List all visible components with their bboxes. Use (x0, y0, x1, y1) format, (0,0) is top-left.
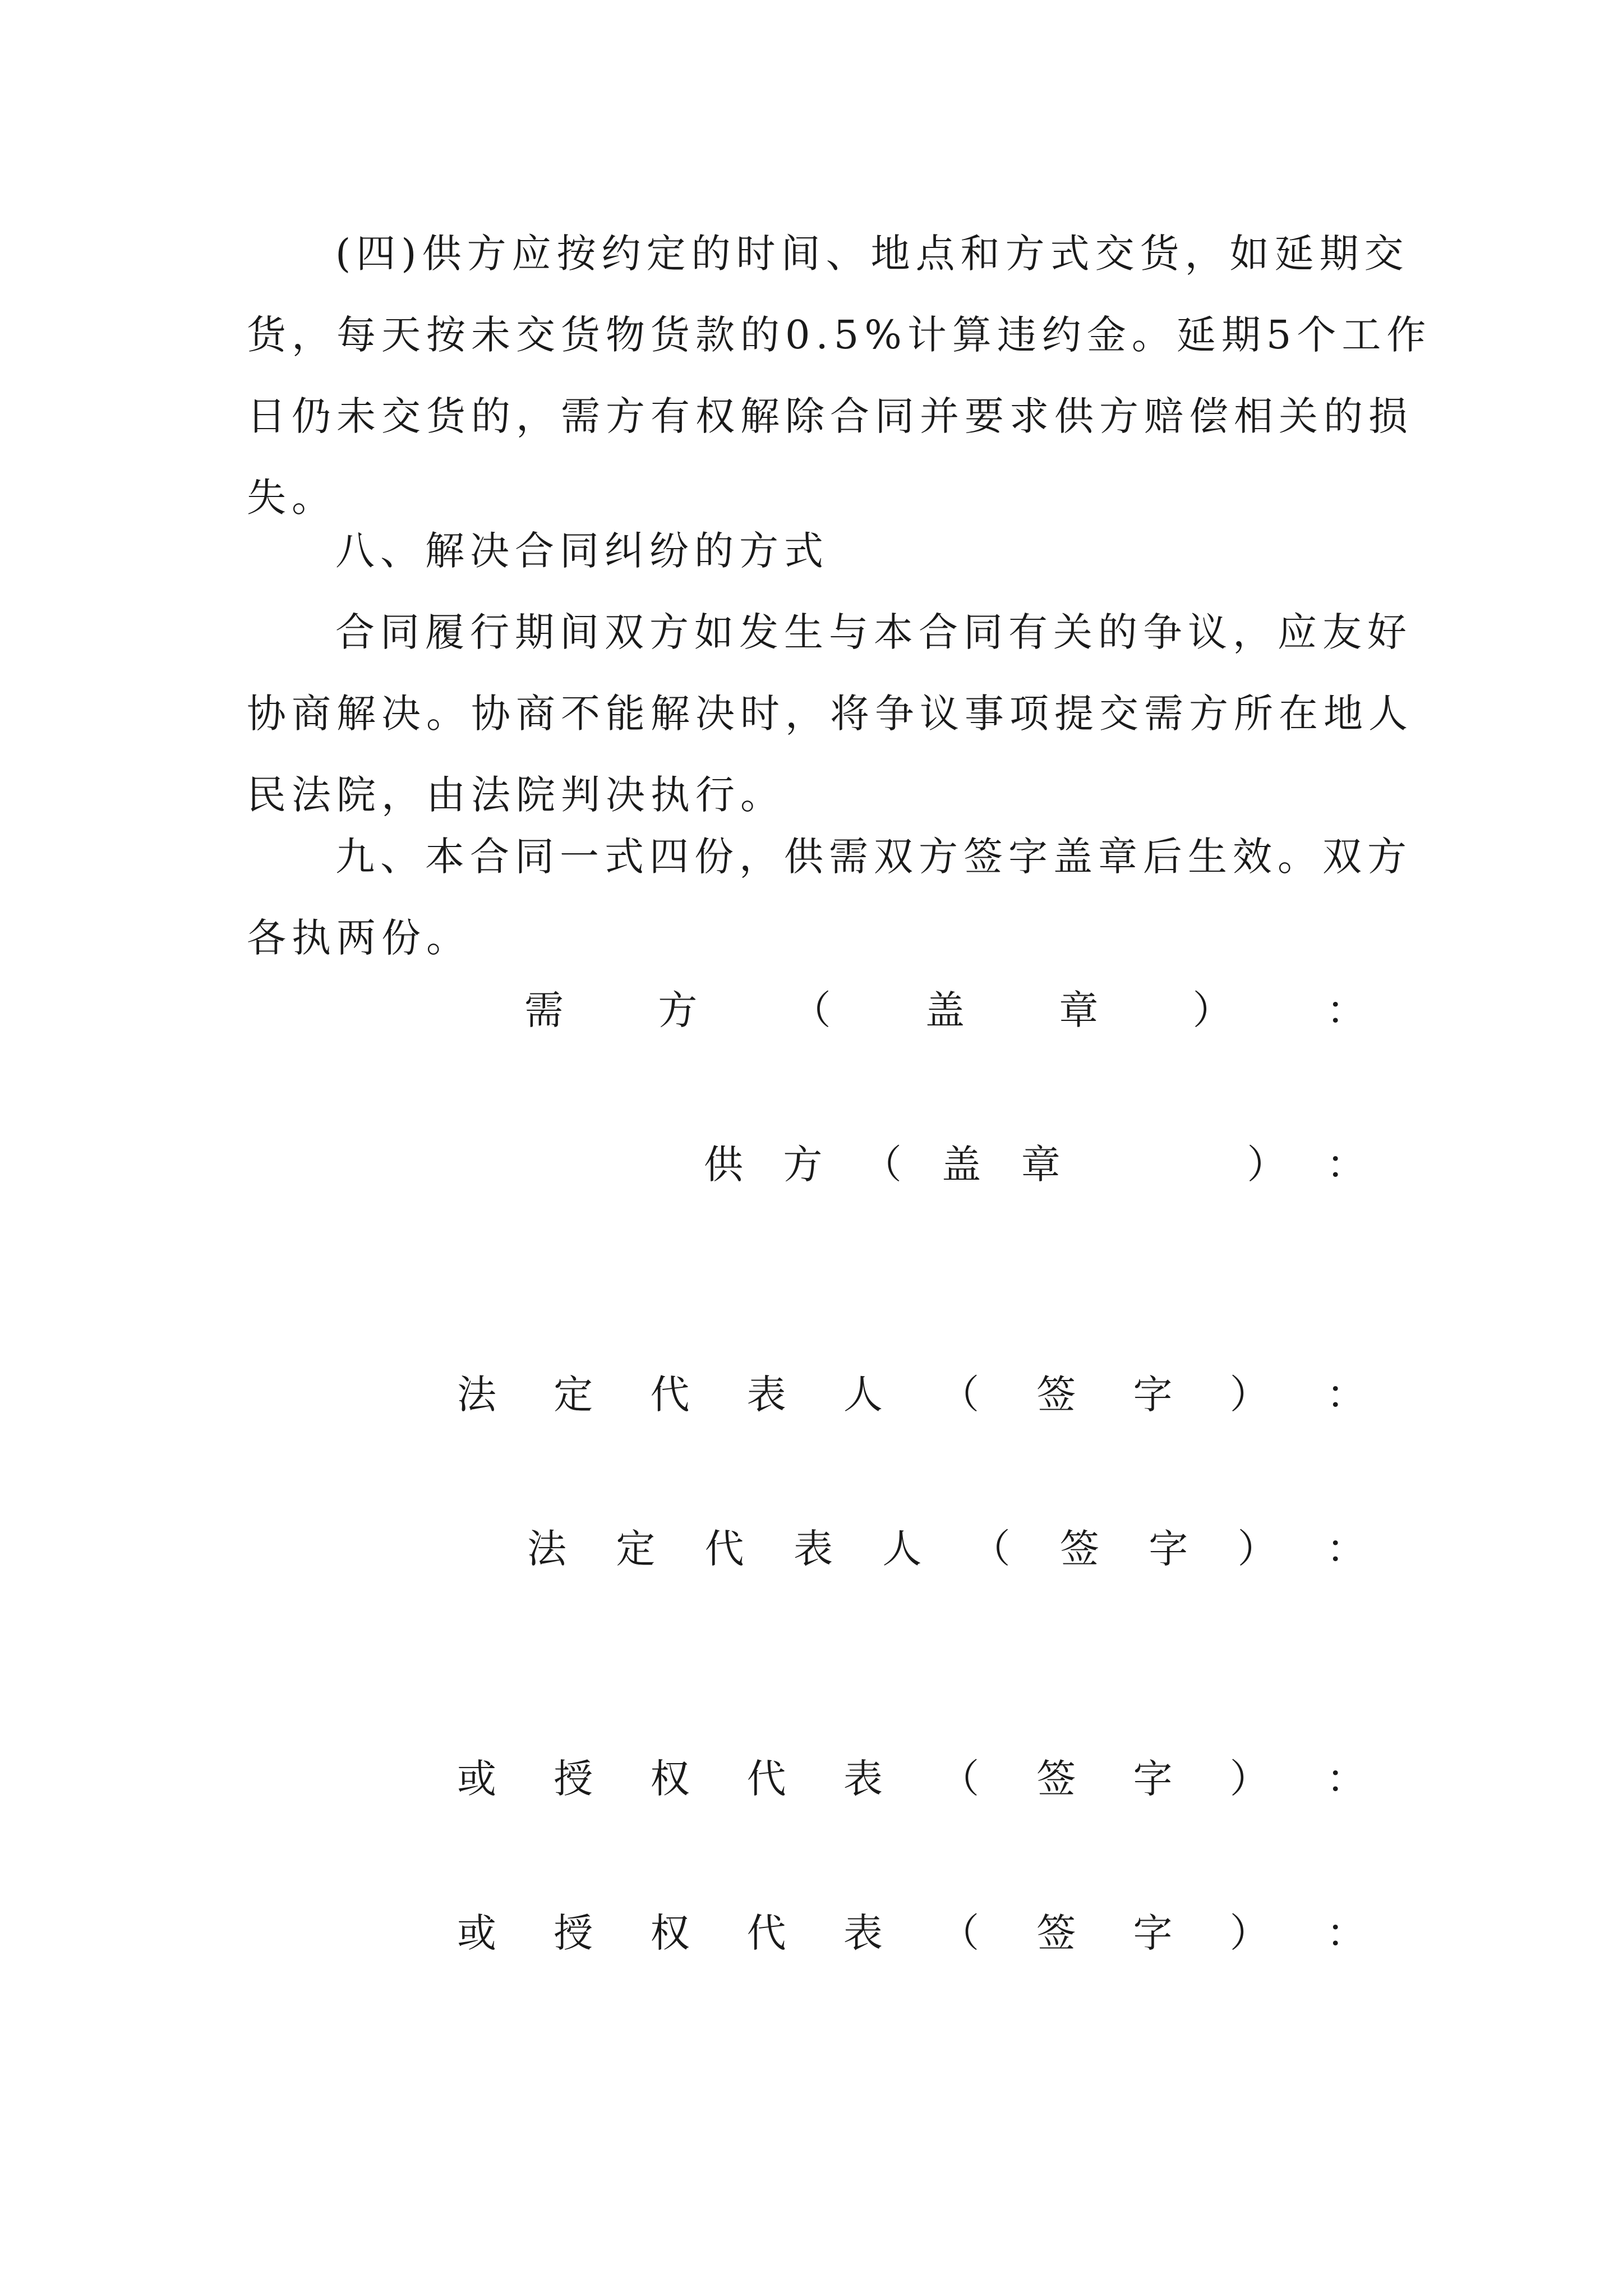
paragraph-line: (四)供方应按约定的时间、地点和方式交货，如延期交 (335, 231, 1409, 277)
sig-char: 表 (843, 1910, 883, 1956)
sig-char: （ (862, 1141, 902, 1188)
sig-char: ） (1229, 1371, 1269, 1418)
sig-char: （ (791, 987, 831, 1033)
buyer-seal-line (522, 979, 1368, 1035)
sig-char: 法 (457, 1371, 496, 1418)
sig-char: 代 (746, 1755, 786, 1802)
sig-char: 字 (1149, 1525, 1188, 1572)
sig-char: 人 (882, 1525, 922, 1572)
sig-char: 权 (650, 1910, 690, 1956)
section-dispute-heading (247, 510, 1368, 592)
sig-char: 签 (1036, 1755, 1076, 1802)
sig-char: 章 (1059, 987, 1099, 1033)
sig-char: 授 (554, 1755, 593, 1802)
sig-char: ： (1326, 987, 1366, 1033)
auth-rep-signature-line-2 (454, 1902, 1368, 1958)
sig-char: 代 (704, 1525, 744, 1572)
sig-char: 或 (457, 1910, 496, 1956)
sig-char: ： (1326, 1755, 1366, 1802)
sig-char: 方 (658, 987, 698, 1033)
sig-char: ） (1247, 1141, 1287, 1188)
sig-char: 表 (746, 1371, 786, 1418)
sig-char: 盖 (942, 1141, 981, 1188)
sig-char: 代 (746, 1910, 786, 1956)
section-heading: 八、解决合同纠纷的方式 (335, 528, 829, 574)
sig-char: ： (1326, 1371, 1366, 1418)
paragraph-line: 合同履行期间双方如发生与本合同有关的争议，应友好 (335, 609, 1412, 655)
clause-delivery-penalty (247, 213, 1432, 539)
paragraph-line: 货，每天按未交货物货款的0.5%计算违约金。延期5个工作 (247, 312, 1432, 358)
sig-char: 人 (843, 1371, 883, 1418)
supplier-seal-line (701, 1133, 1368, 1189)
sig-char: 表 (793, 1525, 833, 1572)
sig-char: ） (1229, 1755, 1269, 1802)
sig-char: ） (1229, 1910, 1269, 1956)
sig-char: 或 (457, 1755, 496, 1802)
legal-rep-signature-line-1 (454, 1363, 1368, 1419)
sig-char: 字 (1133, 1755, 1173, 1802)
sig-char: 供 (704, 1141, 743, 1188)
sig-char: 签 (1059, 1525, 1099, 1572)
paragraph-line: 九、本合同一式四份，供需双方签字盖章后生效。双方 (335, 834, 1412, 880)
sig-char: 方 (783, 1141, 823, 1188)
sig-char: 盖 (925, 987, 965, 1033)
sig-char: 字 (1133, 1910, 1173, 1956)
sig-char: 定 (616, 1525, 656, 1572)
sig-char: 权 (650, 1755, 690, 1802)
sig-char: ： (1326, 1525, 1366, 1572)
paragraph-line: 民法院，由法院判决执行。 (247, 772, 785, 818)
sig-char: （ (940, 1755, 980, 1802)
section-copies (247, 816, 1412, 979)
legal-rep-signature-line-2 (524, 1517, 1368, 1573)
sig-char: 代 (650, 1371, 690, 1418)
sig-char: 章 (1021, 1141, 1061, 1188)
sig-char: ） (1237, 1525, 1277, 1572)
sig-char: ： (1326, 1141, 1366, 1188)
auth-rep-signature-line-1 (454, 1747, 1368, 1803)
paragraph-line: 日仍未交货的，需方有权解除合同并要求供方赔偿相关的损 (247, 393, 1413, 439)
paragraph-line: 协商解决。协商不能解决时，将争议事项提交需方所在地人 (247, 691, 1413, 737)
sig-char: 签 (1036, 1371, 1076, 1418)
paragraph-line: 各执两份。 (247, 915, 471, 961)
sig-char: 法 (527, 1525, 566, 1572)
sig-char: （ (940, 1910, 980, 1956)
sig-char: ） (1192, 987, 1232, 1033)
sig-char: 表 (843, 1755, 883, 1802)
sig-char: （ (940, 1371, 980, 1418)
sig-char: 定 (554, 1371, 593, 1418)
sig-char: 授 (554, 1910, 593, 1956)
paragraph-line: 失。 (247, 475, 336, 521)
sig-char: 签 (1036, 1910, 1076, 1956)
sig-char: （ (971, 1525, 1011, 1572)
sig-char: ： (1326, 1910, 1366, 1956)
sig-char: 字 (1133, 1371, 1173, 1418)
sig-char: 需 (524, 987, 564, 1033)
section-dispute-body (247, 592, 1413, 836)
